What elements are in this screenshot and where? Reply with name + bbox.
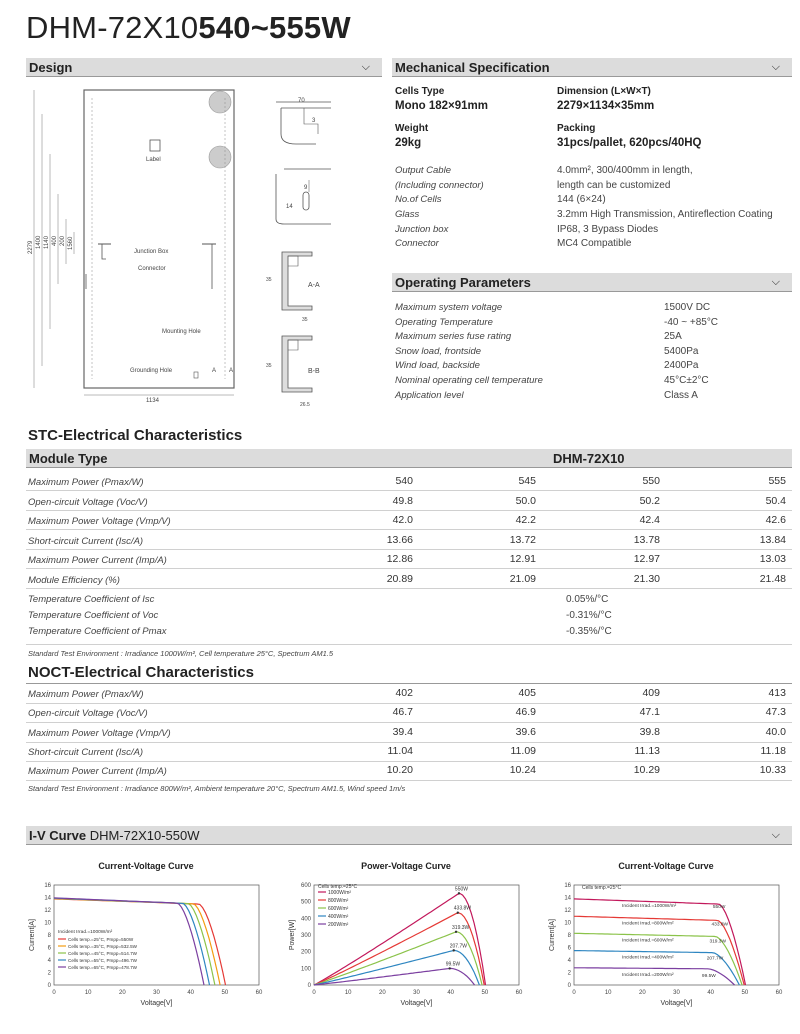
y-tick-label: 2 <box>47 970 51 977</box>
stc-row-label: Short-circuit Current (Isc/A) <box>28 535 144 547</box>
x-tick-label: 50 <box>221 990 229 996</box>
oper-row-key: Operating Temperature <box>395 317 493 328</box>
stc-title: STC-Electrical Characteristics <box>28 427 243 444</box>
y-tick-label: 0 <box>307 983 311 989</box>
module-type-label: Module Type <box>29 451 108 466</box>
noct-cell: 10.29 <box>633 764 660 777</box>
series-label: Incident Irrad.=400W/m² <box>622 955 674 961</box>
y-tick-label: 16 <box>564 883 571 889</box>
noct-cell: 11.04 <box>387 744 413 757</box>
noct-cell: 405 <box>518 687 536 699</box>
mech-row-value: 4.0mm², 300/400mm in length, <box>557 165 693 176</box>
mpp-point <box>453 949 455 951</box>
cells-type-value: Mono 182×91mm <box>395 100 488 112</box>
noct-cell: 40.0 <box>765 725 786 738</box>
mech-header-label: Mechanical Specification <box>395 60 550 75</box>
design-header-label: Design <box>29 60 73 75</box>
pv-series-line <box>314 950 479 985</box>
legend-entry: 200W/m² <box>328 922 349 928</box>
x-tick-label: 0 <box>312 990 316 996</box>
grounding-hole-text: Grounding Hole <box>130 368 173 374</box>
mech-row-value: 144 (6×24) <box>557 194 606 205</box>
stc-cell: 49.8 <box>392 494 413 507</box>
stc-coef-value: -0.31%/°C <box>566 610 612 621</box>
stc-coef-label: Temperature Coefficient of Voc <box>28 610 159 621</box>
junction-box-text: Junction Box <box>134 249 169 255</box>
stc-cell: 13.66 <box>386 533 413 546</box>
mpp-point <box>455 931 457 933</box>
mech-row-key: Output Cable <box>395 165 451 176</box>
mpp-label: 319.3W <box>709 939 726 945</box>
y-axis-label: Current[A] <box>549 919 556 951</box>
oper-row-key: Snow load, frontside <box>395 346 482 357</box>
chevron-down-icon: ⌵ <box>771 276 780 288</box>
cells-type-label: Cells Type <box>395 86 445 97</box>
oper-row-value: 45°C±2°C <box>664 375 709 386</box>
oper-row-value: 1500V DC <box>664 302 711 313</box>
hole-detail-circle <box>209 146 231 168</box>
oper-row-value: 5400Pa <box>664 346 699 357</box>
stc-cell: 21.48 <box>759 572 786 585</box>
chevron-down-icon: ⌵ <box>361 61 370 73</box>
x-tick-label: 0 <box>52 990 56 996</box>
x-tick-label: 60 <box>515 990 523 996</box>
corner-detail-circle <box>209 91 231 113</box>
dim-1140: 1140 <box>44 236 50 249</box>
label-box <box>150 140 160 151</box>
dim-200: 200 <box>60 235 66 246</box>
noct-cell: 11.13 <box>634 744 660 757</box>
legend-entry: 800W/m² <box>328 898 349 904</box>
noct-note: Standard Test Environment : Irradiance 800W/m², Ambient temperature 20°C, Spectrum AM1.5, Wind speed 1m/s <box>28 784 406 793</box>
legend-entry: 400W/m² <box>328 914 349 920</box>
oper-row-key: Nominal operating cell temperature <box>395 375 543 386</box>
noct-cell: 413 <box>768 687 786 699</box>
y-tick-label: 4 <box>47 958 51 964</box>
noct-cell: 10.24 <box>509 764 536 777</box>
stc-module-type-bar <box>26 449 792 468</box>
mech-row-value: MC4 Compatible <box>557 238 632 249</box>
a-marker-2: A <box>229 368 234 374</box>
iv-header-model: DHM-72X10-550W <box>89 828 200 843</box>
mpp-point <box>457 912 459 914</box>
mech-row-key: No.of Cells <box>395 194 442 205</box>
noct-cell: 39.6 <box>515 725 536 738</box>
mpp-point <box>458 892 460 894</box>
y-tick-label: 6 <box>47 945 51 952</box>
oper-row-value: 2400Pa <box>664 360 699 371</box>
y-tick-label: 300 <box>300 933 311 939</box>
noct-cell: 10.20 <box>386 764 413 777</box>
noct-cell: 10.33 <box>759 764 786 777</box>
dim-2279: 2279 <box>28 240 34 254</box>
series-label: Incident Irrad.=1000W/m² <box>622 903 677 909</box>
mpp-label: 433.8W <box>453 905 472 912</box>
label-text: Label <box>146 157 161 163</box>
x-tick-label: 40 <box>707 990 715 996</box>
mpp-label: 207.7W <box>706 956 724 962</box>
dim-9: 9 <box>304 185 308 191</box>
dim-1134: 1134 <box>146 398 159 404</box>
stc-row-label: Maximum Power (Pmax/W) <box>28 477 144 488</box>
legend-entry: Cells temp.=65°C, Pmpp=478.7W <box>68 965 137 970</box>
oper-header[interactable] <box>392 273 792 292</box>
noct-cell: 39.4 <box>392 725 413 738</box>
stc-cell: 13.84 <box>759 533 786 546</box>
noct-cell: 11.09 <box>510 744 536 757</box>
oper-row-key: Maximum series fuse rating <box>395 331 512 342</box>
dimension-value: 2279×1134×35mm <box>557 100 655 112</box>
chevron-down-icon: ⌵ <box>771 61 780 73</box>
mech-row-value: IP68, 3 Bypass Diodes <box>557 224 659 235</box>
mpp-label: 550W <box>454 886 468 893</box>
mpp-label: 99.5W <box>701 973 716 979</box>
series-label: Incident Irrad.=200W/m² <box>622 972 674 978</box>
stc-cell: 42.6 <box>765 514 786 526</box>
x-tick-label: 20 <box>378 990 386 996</box>
x-tick-label: 30 <box>673 990 680 996</box>
x-tick-label: 50 <box>741 990 749 996</box>
title-model: DHM-72X10 <box>26 10 199 45</box>
stc-note: Standard Test Environment : Irradiance 1000W/m², Cell temperature 25°C, Spectrum AM1.5 <box>28 649 334 658</box>
noct-cell: 46.7 <box>392 706 413 719</box>
stc-cell: 21.09 <box>509 572 536 585</box>
module-name: DHM-72X10 <box>553 451 625 466</box>
chart-annotation: Cells temp.=25°C <box>582 885 622 891</box>
mpp-label: 99.5W <box>445 961 461 968</box>
oper-row-value: 25A <box>664 331 682 342</box>
stc-cell: 42.4 <box>639 514 660 526</box>
mpp-label: 550W <box>712 904 726 910</box>
y-tick-label: 10 <box>44 920 51 927</box>
stc-cell: 13.78 <box>633 533 660 546</box>
x-axis-label: Voltage[V] <box>140 1000 173 1007</box>
aa-label: A-A <box>308 282 320 289</box>
stc-cell: 13.72 <box>509 533 536 546</box>
y-tick-label: 14 <box>44 895 51 902</box>
noct-row-label: Maximum Power Current (Imp/A) <box>28 766 167 778</box>
y-tick-label: 100 <box>300 966 311 973</box>
x-tick-label: 10 <box>604 990 612 996</box>
y-tick-label: 10 <box>564 920 571 927</box>
series-label: Incident Irrad.=600W/m² <box>622 938 674 944</box>
mpp-label: 319.3W <box>452 924 470 931</box>
stc-cell: 42.2 <box>515 514 536 526</box>
oper-header-label: Operating Parameters <box>395 275 531 290</box>
y-tick-label: 500 <box>300 899 311 906</box>
x-tick-label: 40 <box>447 990 455 996</box>
design-header[interactable] <box>26 58 382 77</box>
x-axis-label: Voltage[V] <box>660 1000 693 1007</box>
stc-cell: 21.30 <box>633 572 660 585</box>
noct-cell: 46.9 <box>515 706 536 719</box>
stc-cell: 12.86 <box>386 553 413 565</box>
mech-row-value: 3.2mm High Transmission, Antireflection Coating <box>557 209 773 220</box>
noct-cell: 11.18 <box>760 744 786 757</box>
dim-3: 3 <box>312 118 316 124</box>
dim-35-b: 35 <box>302 317 308 323</box>
stc-coef-label: Temperature Coefficient of Isc <box>28 594 155 605</box>
x-tick-label: 10 <box>344 990 352 996</box>
stc-row-label: Maximum Power Current (Imp/A) <box>28 555 167 566</box>
design-drawing <box>26 84 382 414</box>
mech-header[interactable] <box>392 58 792 77</box>
pv-series-line <box>314 932 482 985</box>
stc-cell: 13.03 <box>759 553 786 565</box>
x-tick-label: 40 <box>187 990 195 996</box>
mech-row-key: Junction box <box>395 224 449 235</box>
oper-row-key: Application level <box>395 390 464 401</box>
y-tick-label: 200 <box>300 949 311 956</box>
weight-label: Weight <box>395 123 429 134</box>
dim-26-5: 26.5 <box>300 402 310 408</box>
mpp-label: 433.8W <box>711 922 729 928</box>
dim-1400: 1400 <box>36 235 42 249</box>
y-tick-label: 0 <box>567 983 571 989</box>
y-tick-label: 0 <box>47 983 51 989</box>
title-range: 540~555W <box>198 10 351 45</box>
stc-cell: 540 <box>395 475 413 487</box>
y-tick-label: 2 <box>567 970 571 977</box>
stc-coef-value: 0.05%/°C <box>566 594 609 605</box>
chart-annotation: Cells temp.=25°C <box>318 884 358 890</box>
iv-header-bold: I-V Curve <box>29 828 87 843</box>
x-tick-label: 60 <box>255 990 263 996</box>
legend-entry: Cells temp.=45°C, Pmpp=514.7W <box>68 951 137 956</box>
x-tick-label: 60 <box>775 990 783 996</box>
mpp-point <box>448 967 450 969</box>
y-axis-label: Current[A] <box>29 919 36 951</box>
packing-value: 31pcs/pallet, 620pcs/40HQ <box>557 137 702 149</box>
chart-annotation: Incident Irrad.=1000W/m² <box>58 930 113 935</box>
bb-label: B-B <box>308 368 320 375</box>
y-tick-label: 8 <box>567 933 571 939</box>
panel-outline <box>84 90 234 388</box>
series-label: Incident Irrad.=800W/m² <box>622 921 674 927</box>
stc-row-label: Open-circuit Voltage (Voc/V) <box>28 496 148 508</box>
chevron-down-icon: ⌵ <box>771 829 780 841</box>
stc-cell: 545 <box>518 475 536 487</box>
x-tick-label: 10 <box>84 990 92 996</box>
noct-row-label: Maximum Power (Pmax/W) <box>28 689 144 700</box>
legend-entry: Cells temp.=55°C, Pmpp=496.7W <box>68 958 137 963</box>
stc-cell: 555 <box>768 475 786 487</box>
y-tick-label: 4 <box>567 958 571 964</box>
connector-text: Connector <box>138 266 166 272</box>
legend-entry: 600W/m² <box>328 906 349 912</box>
iv-chart-temperature <box>26 855 266 1010</box>
x-tick-label: 20 <box>118 990 126 996</box>
stc-cell: 550 <box>642 475 660 487</box>
stc-cell: 50.4 <box>765 494 786 507</box>
y-axis-label: Power[W] <box>289 919 296 951</box>
chart-title: Current-Voltage Curve <box>98 861 194 871</box>
stc-cell: 20.89 <box>386 572 413 585</box>
stc-cell: 12.97 <box>633 553 660 565</box>
dim-14: 14 <box>286 204 293 210</box>
mech-row-key: Connector <box>395 238 439 249</box>
y-tick-label: 12 <box>564 908 571 914</box>
oper-row-value: -40 ~ +85°C <box>664 317 719 328</box>
x-tick-label: 0 <box>572 990 576 996</box>
x-tick-label: 50 <box>481 990 489 996</box>
noct-row-label: Short-circuit Current (Isc/A) <box>28 746 144 758</box>
iv-chart-irradiance <box>546 855 786 1010</box>
a-marker-1: A <box>212 368 217 374</box>
stc-row-label: Module Efficiency (%) <box>28 574 120 586</box>
dim-35-c: 35 <box>266 363 272 369</box>
iv-header[interactable] <box>26 826 792 845</box>
legend-entry: Cells temp.=35°C, Pmpp=532.5W <box>68 944 137 949</box>
oper-row-key: Wind load, backside <box>395 360 480 371</box>
stc-row-label: Maximum Power Voltage (Vmp/V) <box>28 516 171 527</box>
y-tick-label: 12 <box>44 908 51 914</box>
noct-title: NOCT-Electrical Characteristics <box>28 664 254 681</box>
chart-title: Power-Voltage Curve <box>361 861 451 871</box>
dim-35-a: 35 <box>266 277 272 283</box>
noct-row-label: Open-circuit Voltage (Voc/V) <box>28 708 148 720</box>
noct-cell: 409 <box>642 687 660 699</box>
x-axis-label: Voltage[V] <box>400 1000 433 1007</box>
weight-value: 29kg <box>395 137 422 149</box>
legend-entry: Cells temp.=25°C, Pmpp=550W <box>68 937 134 942</box>
x-tick-label: 30 <box>413 990 420 996</box>
x-tick-label: 30 <box>153 990 160 996</box>
mech-row-value: length can be customized <box>557 180 671 191</box>
noct-cell: 39.8 <box>639 725 660 738</box>
stc-coef-value: -0.35%/°C <box>566 626 612 637</box>
dimension-label: Dimension (L×W×T) <box>557 86 651 97</box>
x-tick-label: 20 <box>638 990 646 996</box>
noct-cell: 47.3 <box>765 706 786 719</box>
mounting-hole-text: Mounting Hole <box>162 329 201 335</box>
stc-cell: 12.91 <box>509 553 536 565</box>
y-tick-label: 6 <box>567 945 571 952</box>
stc-cell: 42.0 <box>392 514 413 526</box>
mpp-label: 207.7W <box>449 943 467 950</box>
stc-cell: 50.2 <box>639 494 660 507</box>
y-tick-label: 8 <box>47 933 51 939</box>
oper-row-value: Class A <box>664 390 698 401</box>
y-tick-label: 400 <box>300 916 311 923</box>
chart-title: Current-Voltage Curve <box>618 861 714 871</box>
dim-400: 400 <box>52 235 58 246</box>
mech-row-key: Glass <box>395 209 420 220</box>
y-tick-label: 600 <box>300 883 311 889</box>
packing-label: Packing <box>557 123 596 134</box>
stc-coef-label: Temperature Coefficient of Pmax <box>28 626 167 637</box>
dim-1560: 1560 <box>68 236 74 250</box>
noct-cell: 47.1 <box>639 706 660 719</box>
noct-cell: 402 <box>395 687 413 699</box>
mech-row-key: (Including connector) <box>395 180 484 191</box>
oper-row-key: Maximum system voltage <box>395 302 503 313</box>
stc-cell: 50.0 <box>515 494 536 507</box>
page-title <box>26 10 351 46</box>
legend-entry: 1000W/m² <box>328 890 352 896</box>
pv-chart-irradiance <box>286 855 526 1010</box>
noct-row-label: Maximum Power Voltage (Vmp/V) <box>28 727 171 739</box>
y-tick-label: 14 <box>564 895 571 902</box>
y-tick-label: 16 <box>44 883 51 889</box>
dim-70: 70 <box>298 98 305 104</box>
